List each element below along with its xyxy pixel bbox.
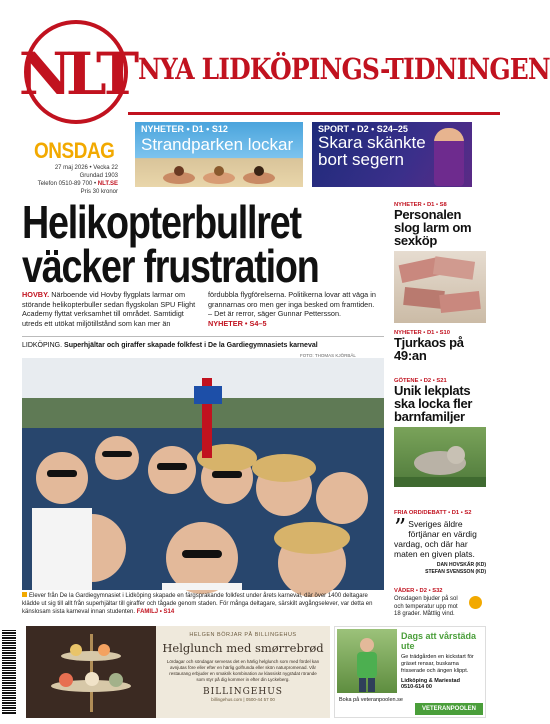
ad3-photo	[337, 629, 397, 693]
teaser-headline: Strandparken lockar	[141, 135, 294, 154]
lead-col1-text: Närboende vid Hovby flygplats larmar om störande helikopterbuller sedan flygskolan SPU Flight Academy flyttat verksamhet till området. Samtidigt utreds ett utökat miljötillstånd som kan mer än	[22, 290, 196, 328]
date-block	[34, 138, 118, 196]
teaser-kicker: NYHETER • D1 • S12	[141, 124, 228, 134]
playground-image	[394, 427, 486, 487]
sidebar-headline: Unik lekplats ska locka fler barnfamiljer	[394, 383, 473, 424]
opinion-kicker: FRIA ORD/DEBATT • D1 • S2	[394, 510, 472, 516]
ad3-brand: VETERANPOOLEN	[415, 703, 483, 715]
sidebar-story-tjurkaos[interactable]	[394, 330, 486, 362]
barcode	[2, 630, 16, 714]
sidebar-headline: Personalen slog larm om sexköp	[394, 207, 472, 248]
ad-billingehus[interactable]	[156, 626, 330, 718]
photo-title[interactable]	[22, 342, 384, 349]
masthead-rule	[128, 112, 500, 115]
lead-place: HOVBY.	[22, 290, 50, 299]
phone: Telefon 0510-89 700 •	[37, 181, 97, 187]
teaser-headline: Skara skänkte bort segern	[318, 133, 426, 169]
ad3-link[interactable]: Boka på veteranpoolen.se	[339, 697, 403, 703]
photo-caption-ref[interactable]: FAMILJ • S14	[136, 609, 175, 615]
cake-stand-illustration	[26, 626, 156, 718]
teaser-kicker: SPORT • D2 • S24–25	[318, 124, 408, 134]
teaser-strandparken[interactable]	[135, 122, 303, 187]
sidebar-kicker: NYHETER • D1 • S8	[394, 202, 447, 208]
sun-icon	[469, 596, 482, 609]
caption-square-icon	[22, 592, 27, 597]
ad3-body: Ge trädgården en kickstart för gräset rensar, buskarna frisserade och ängen klippt.	[401, 654, 474, 674]
ad3-company: Lidköping & Mariestad	[401, 678, 460, 684]
lead-headline-line2: väcker frustration	[22, 240, 319, 292]
player-illustration	[434, 128, 464, 186]
lead-col2-text: fördubbla flygförelserna. Politikerna lovar att väga in grannarnas oro men ger inga besked om framtiden.	[208, 290, 376, 309]
banknotes-image	[394, 251, 486, 323]
photo-credit: FOTO: THOMAS KJÖRBÄL	[300, 353, 356, 358]
weekday: ONSDAG	[34, 138, 115, 163]
banknotes-illustration	[394, 251, 486, 323]
opinion-author-2: STEFAN SVENSSON (KD)	[425, 569, 486, 575]
section-rule	[22, 336, 384, 337]
bathers-illustration	[159, 164, 279, 186]
teaser-skara[interactable]	[312, 122, 472, 187]
photo-title-text: Superhjältar och giraffer skapade folkfest i De la Gardiegymnasiets karneval	[64, 342, 318, 349]
site-link[interactable]: NLT.SE	[97, 181, 118, 187]
quote-mark-icon: ”	[394, 514, 407, 542]
lead-quote: – Det är rerror, säger Gunnar Pettersson.	[208, 309, 342, 319]
gardener-illustration	[337, 629, 397, 693]
lead-headline-line1: Helikopterbullret	[22, 196, 301, 248]
ad3-title: Dags att vårstäda ute	[401, 631, 477, 651]
date-line: 27 maj 2026 • Vecka 22	[54, 165, 118, 171]
masthead	[0, 0, 550, 118]
ad2-contact: billingehus.com | 0500-44 57 00	[211, 697, 275, 702]
carnival-crowd-illustration	[22, 358, 384, 590]
ad2-brand: BILLINGEHUS	[203, 687, 283, 697]
lead-col-1	[22, 290, 198, 328]
opinion-quote: Sveriges äldre förtjänar en värdig vardag, och där har maten en given plats.	[394, 519, 477, 559]
founded-line: Grundad 1903	[79, 173, 118, 179]
sidebar-headline: Tjurkaos på 49:an	[394, 335, 464, 363]
paper-name: NYA LIDKÖPINGS-TIDNINGEN	[138, 52, 550, 86]
sidebar-story-lekplats[interactable]	[394, 378, 486, 487]
playground-illustration	[394, 427, 486, 487]
opinion-block[interactable]	[394, 510, 486, 575]
weather-block[interactable]	[394, 588, 486, 619]
carnival-photo	[22, 358, 384, 590]
photo-place: LIDKÖPING.	[22, 342, 63, 349]
price-line: Pris 30 kronor	[80, 189, 118, 195]
lead-ref[interactable]: NYHETER • S4–5	[208, 318, 267, 328]
ad2-title: Helglunch med smørrebrød	[162, 641, 324, 655]
sidebar-story-sexkop[interactable]	[394, 202, 486, 323]
ad-row	[22, 626, 486, 718]
opinion-author-1: DAN HOVSKÄR (KD)	[436, 562, 486, 568]
ad2-body: Lördagar och söndagar serveras det en härlig helglunch som med fördel kan avnjutas före eller efter en härlig golfrunda eller skön naturpromenad. Vår restaurang erbjuder en smakrik kombination av klassiskt nygrädat rörande som styr på dig kommer in efter din Lyckeberg.	[166, 659, 320, 682]
weather-text: Onsdagen bjuder på sol och temperatur upp mot 18 grader. Måttlig vind.	[394, 596, 458, 617]
photo-caption	[22, 592, 384, 616]
ad-veteranpoolen[interactable]	[334, 626, 486, 718]
photo-caption-text: Elever från De la Gardiegymnasiet i Lidköping skapade en färgsprakande folkfest under årets karneval, där över 1400 deltagare klädde ut sig till allt från superhjältar till giraffer och tågade genom staden. För många deltagare, särskilt avgångselever, var detta en känslosam sista karneval innan studenten.	[22, 593, 373, 615]
nlt-logo[interactable]	[18, 22, 134, 122]
ad2-top: HELGEN BÖRJAR PÅ BILLINGEHUS	[189, 632, 297, 638]
lead-col-2	[208, 290, 384, 328]
weather-kicker: VÄDER • D2 • S32	[394, 588, 443, 594]
sidebar-kicker: GÖTENE • D2 • S21	[394, 378, 447, 384]
logo-letters: NLT	[18, 40, 134, 108]
lead-body	[22, 290, 384, 328]
contact-line	[34, 180, 118, 188]
ad3-phone: 0510-614 00	[401, 684, 432, 690]
sidebar-kicker: NYHETER • D1 • S10	[394, 330, 450, 336]
lead-headline[interactable]	[22, 196, 319, 292]
ad-food-photo[interactable]	[26, 626, 156, 718]
